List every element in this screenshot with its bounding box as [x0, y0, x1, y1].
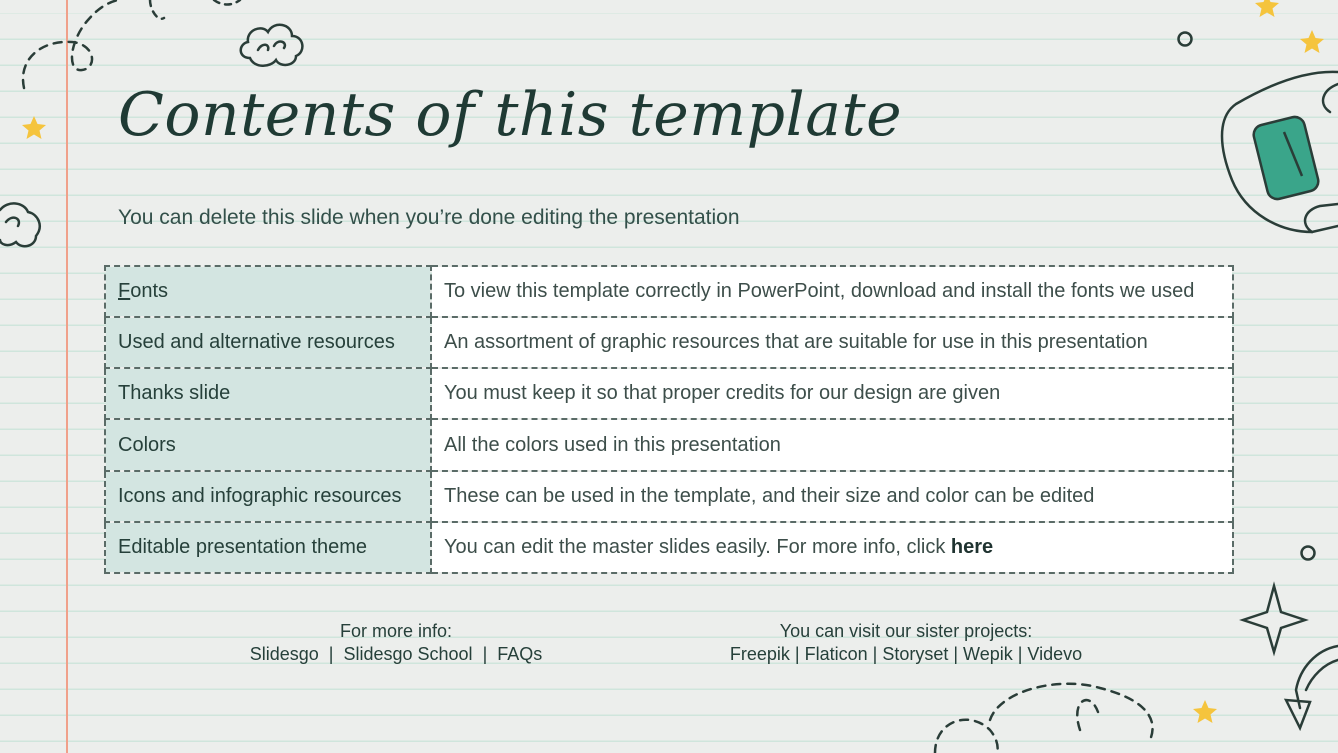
cloud-doodle-icon	[6, 218, 19, 226]
footer-separator: |	[948, 644, 964, 664]
cloud-doodle-icon	[241, 25, 303, 66]
row-label: Icons and infographic resources	[105, 471, 431, 522]
description-text: You can edit the master slides easily. For more info, click	[444, 535, 951, 558]
footer-link-freepik[interactable]: Freepik	[729, 644, 790, 664]
circle-icon	[1302, 547, 1315, 560]
row-description: To view this template correctly in PowerPoint, download and install the fonts we used	[431, 266, 1233, 317]
table-row	[105, 419, 1233, 470]
footer-link-flaticon[interactable]: Flaticon	[804, 644, 868, 664]
row-description: These can be used in the template, and their size and color can be edited	[431, 471, 1233, 522]
footer-link-slidesgo-school[interactable]: Slidesgo School	[343, 644, 473, 664]
footer-separator: |	[789, 644, 805, 664]
table-row	[105, 471, 1233, 522]
sparkle-star-icon	[1243, 586, 1305, 652]
star-icon	[1193, 700, 1217, 723]
footer-link-slidesgo[interactable]: Slidesgo	[249, 644, 319, 664]
thumbs-up-doodle-icon	[1252, 115, 1321, 201]
footer-link-wepik[interactable]: Wepik	[963, 644, 1013, 664]
row-label: Colors	[105, 419, 431, 470]
footer-heading: For more info:	[339, 621, 453, 641]
table-row	[105, 266, 1233, 317]
dashed-swirl-icon	[150, 0, 240, 19]
footer-separator: |	[318, 644, 344, 664]
dashed-swirl-icon	[990, 684, 1153, 740]
label-first-letter: F	[118, 280, 131, 303]
row-description: An assortment of graphic resources that are suitable for use in this presentation	[431, 317, 1233, 368]
footer-separator: |	[1012, 644, 1028, 664]
row-description	[431, 522, 1233, 573]
row-label	[105, 266, 431, 317]
arrow-doodle-icon	[1306, 660, 1338, 690]
footer-link-faqs[interactable]: FAQs	[497, 644, 543, 664]
here-link[interactable]: here	[950, 535, 994, 558]
star-icon	[22, 116, 46, 139]
footer-links	[216, 643, 576, 666]
row-description: All the colors used in this presentation	[431, 419, 1233, 470]
footer-link-storyset[interactable]: Storyset	[882, 644, 949, 664]
row-label: Editable presentation theme	[105, 522, 431, 573]
slide-title: Contents of this template	[118, 80, 903, 150]
table-row	[105, 317, 1233, 368]
cloud-doodle-icon	[258, 42, 285, 50]
star-icon	[1255, 0, 1279, 17]
dashed-swirl-icon	[935, 720, 998, 753]
footer-more-info	[216, 620, 576, 666]
footer-separator: |	[472, 644, 498, 664]
footer-link-videvo[interactable]: Videvo	[1027, 644, 1083, 664]
arrow-doodle-icon	[1286, 646, 1338, 728]
dashed-swirl-icon	[23, 0, 118, 88]
label-rest: onts	[130, 280, 169, 303]
contents-table	[104, 265, 1234, 574]
cloud-doodle-icon	[0, 203, 40, 246]
row-label: Thanks slide	[105, 368, 431, 419]
footer-sister-projects	[680, 620, 1132, 666]
row-description: You must keep it so that proper credits for our design are given	[431, 368, 1233, 419]
row-label: Used and alternative resources	[105, 317, 431, 368]
table-row	[105, 368, 1233, 419]
star-icon	[1300, 30, 1324, 53]
footer-heading: You can visit our sister projects:	[779, 621, 1033, 641]
slide-subtitle: You can delete this slide when you’re done editing the presentation	[118, 206, 740, 229]
footer-links	[680, 643, 1132, 666]
circle-icon	[1179, 33, 1192, 46]
footer-separator: |	[867, 644, 883, 664]
table-row	[105, 522, 1233, 573]
